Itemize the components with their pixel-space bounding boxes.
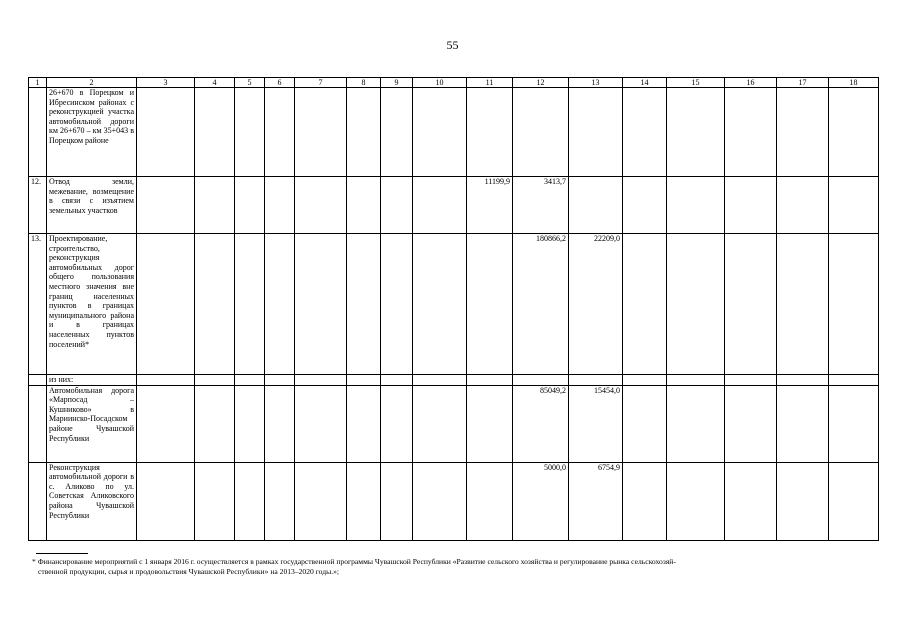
cell-col13 [569, 177, 623, 234]
row-description: Отвод земли, межевание, возмещение в связи с изъятием земельных участков [47, 177, 137, 234]
column-header: 15 [667, 78, 725, 88]
column-header: 13 [569, 78, 623, 88]
cell-col11 [467, 375, 513, 386]
cell-col11 [467, 462, 513, 540]
column-header: 18 [829, 78, 879, 88]
column-header: 9 [381, 78, 413, 88]
cell-col12: 5000,0 [513, 462, 569, 540]
row-description: из них: [47, 375, 137, 386]
cell-col13: 6754,9 [569, 462, 623, 540]
row-description: 26+670 в Порецком и Ибресинском районах с реконструкцией участка автомобильной дороги км 26+670 – км 35+043 в Порецком районе [47, 88, 137, 177]
row-description: Проектирование, строительство, реконструкция автомобильных дорог общего пользования местного значения вне границ населенных пунктов в границах муниципального района и в границах населенных пунктов поселений* [47, 234, 137, 375]
column-header: 7 [295, 78, 347, 88]
table-row [29, 462, 879, 540]
footnote [32, 557, 877, 577]
table-row [29, 234, 879, 375]
cell-col12: 180866,2 [513, 234, 569, 375]
row-description: Автомобильная дорога «Марпосад – Кушниково» в Мариинско-Посадском районе Чувашской Республики [47, 385, 137, 462]
row-description: Реконструкция автомобильной дороги в с. Аликово по ул. Советская Аликовского района Чувашской Республики [47, 462, 137, 540]
cell-col11 [467, 88, 513, 177]
row-number: 13. [29, 234, 47, 375]
row-number [29, 385, 47, 462]
table-row [29, 385, 879, 462]
cell-col11 [467, 385, 513, 462]
cell-col11 [467, 234, 513, 375]
column-header: 3 [137, 78, 195, 88]
column-header: 5 [235, 78, 265, 88]
row-number [29, 88, 47, 177]
column-header: 2 [47, 78, 137, 88]
column-header: 1 [29, 78, 47, 88]
cell-col12 [513, 375, 569, 386]
footnote-divider [36, 553, 88, 554]
column-header: 4 [195, 78, 235, 88]
column-header: 16 [725, 78, 777, 88]
column-header: 17 [777, 78, 829, 88]
table-row [29, 375, 879, 386]
cell-col12: 85049,2 [513, 385, 569, 462]
cell-col12 [513, 88, 569, 177]
cell-col13: 15454,0 [569, 385, 623, 462]
column-number-row [29, 78, 879, 88]
column-header: 12 [513, 78, 569, 88]
column-header: 10 [413, 78, 467, 88]
row-number [29, 375, 47, 386]
column-header: 14 [623, 78, 667, 88]
cell-col13 [569, 88, 623, 177]
page-number: 55 [446, 38, 459, 52]
column-header: 6 [265, 78, 295, 88]
cell-col11: 11199,9 [467, 177, 513, 234]
column-header: 8 [347, 78, 381, 88]
table-row [29, 88, 879, 177]
program-table [28, 77, 879, 541]
cell-col13 [569, 375, 623, 386]
cell-col13: 22209,0 [569, 234, 623, 375]
table-row [29, 177, 879, 234]
column-header: 11 [467, 78, 513, 88]
footnote-line-1: * Финансирование мероприятий с 1 января 2016 г. осуществляется в рамках государственной программы Чувашской Республики «Развитие сельского хозяйства и регулирование рынка сельскохозяй- [32, 557, 676, 566]
row-number [29, 462, 47, 540]
row-number: 12. [29, 177, 47, 234]
cell-col12: 3413,7 [513, 177, 569, 234]
footnote-line-2: ственной продукции, сырья и продовольствия Чувашской Республики» на 2013–2020 годы.»; [38, 567, 339, 576]
